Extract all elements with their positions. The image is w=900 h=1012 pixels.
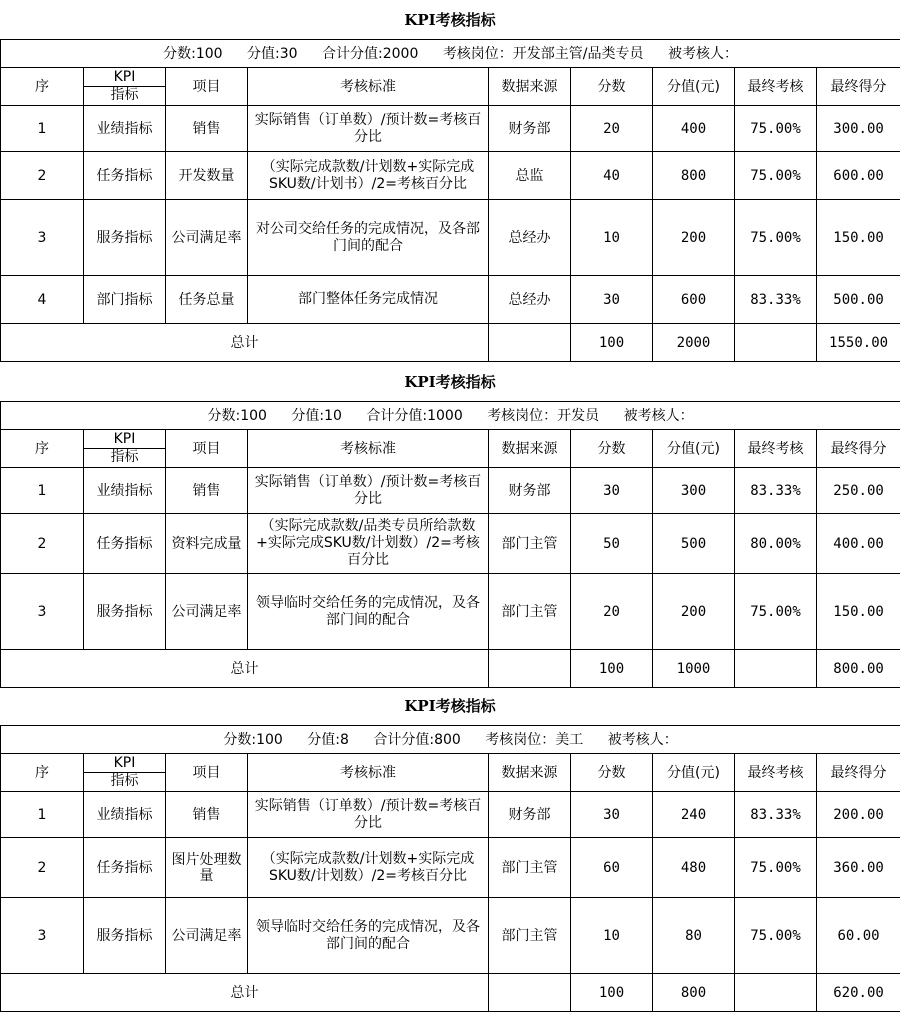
cell-kpi[interactable]: 任务指标 (84, 514, 166, 574)
info-total-value: 合计分值:1000 (366, 408, 462, 424)
cell-source[interactable]: 总经办 (489, 276, 571, 324)
info-total-value: 合计分值:800 (373, 732, 460, 748)
cell-value[interactable]: 200 (653, 574, 735, 650)
header-value[interactable]: 分值(元) (653, 68, 735, 106)
cell-criteria-text: （实际完成款数/计划数+实际完成SKU数/计划书）/2=考核百分比 (252, 159, 484, 193)
cell-item[interactable]: 图片处理数量 (166, 838, 248, 898)
cell-criteria-text: 部门整体任务完成情况 (252, 291, 484, 308)
cell-final-rate[interactable]: 75.00% (735, 152, 817, 200)
header-kpi-top: KPI (84, 69, 165, 87)
cell-kpi[interactable]: 服务指标 (84, 200, 166, 276)
cell-item[interactable]: 公司满足率 (166, 574, 248, 650)
table-row (1, 276, 900, 324)
header-source[interactable]: 数据来源 (489, 68, 571, 106)
table-row (1, 792, 900, 838)
header-criteria[interactable]: 考核标准 (248, 430, 489, 468)
cell-value[interactable]: 600 (653, 276, 735, 324)
cell-kpi[interactable]: 部门指标 (84, 276, 166, 324)
cell-score[interactable]: 20 (571, 106, 653, 152)
cell-source[interactable]: 财务部 (489, 792, 571, 838)
cell-seq[interactable]: 3 (1, 200, 84, 276)
info-bar (1, 726, 900, 754)
info-unit-value: 分值:30 (247, 46, 298, 62)
cell-score[interactable]: 60 (571, 838, 653, 898)
cell-kpi[interactable]: 任务指标 (84, 838, 166, 898)
info-assessee: 被考核人： (608, 732, 678, 748)
info-bar (1, 402, 900, 430)
info-cell[interactable] (1, 40, 900, 68)
cell-value[interactable]: 200 (653, 200, 735, 276)
total-final-score[interactable]: 1550.00 (817, 324, 900, 362)
header-seq[interactable]: 序 (1, 754, 84, 792)
total-label[interactable]: 总计 (1, 324, 489, 362)
total-final-score[interactable]: 620.00 (817, 974, 900, 1012)
total-final-rate[interactable] (735, 650, 817, 688)
cell-criteria-text: 领导临时交给任务的完成情况，及各部门间的配合 (252, 919, 484, 953)
cell-criteria-text: 对公司交给任务的完成情况，及各部门间的配合 (252, 221, 484, 255)
header-final-score[interactable]: 最终得分 (817, 754, 900, 792)
info-assessee: 被考核人： (668, 46, 738, 62)
cell-criteria-text: 实际销售（订单数）/预计数=考核百分比 (252, 798, 484, 832)
cell-source[interactable]: 部门主管 (489, 574, 571, 650)
header-score[interactable]: 分数 (571, 430, 653, 468)
cell-final-rate[interactable]: 75.00% (735, 106, 817, 152)
cell-final-score[interactable]: 60.00 (817, 898, 900, 974)
header-score[interactable]: 分数 (571, 68, 653, 106)
cell-value[interactable]: 400 (653, 106, 735, 152)
cell-criteria-text: 实际销售（订单数）/预计数=考核百分比 (252, 112, 484, 146)
info-position: 考核岗位：美工 (485, 732, 583, 748)
cell-seq[interactable]: 4 (1, 276, 84, 324)
cell-final-rate[interactable]: 75.00% (735, 898, 817, 974)
header-row (1, 68, 900, 106)
cell-source[interactable]: 财务部 (489, 468, 571, 514)
cell-seq[interactable]: 2 (1, 838, 84, 898)
cell-source[interactable]: 部门主管 (489, 838, 571, 898)
cell-score[interactable]: 10 (571, 200, 653, 276)
table-row (1, 152, 900, 200)
cell-source[interactable]: 总经办 (489, 200, 571, 276)
header-row (1, 430, 900, 468)
table-row (1, 514, 900, 574)
cell-final-rate[interactable]: 75.00% (735, 838, 817, 898)
total-final-rate[interactable] (735, 974, 817, 1012)
cell-item[interactable]: 销售 (166, 106, 248, 152)
header-seq[interactable]: 序 (1, 68, 84, 106)
cell-final-score[interactable]: 500.00 (817, 276, 900, 324)
cell-score[interactable]: 50 (571, 514, 653, 574)
cell-final-score[interactable]: 150.00 (817, 200, 900, 276)
kpi-table (0, 725, 900, 1012)
table-row (1, 468, 900, 514)
header-item[interactable]: 项目 (166, 68, 248, 106)
cell-value[interactable]: 300 (653, 468, 735, 514)
cell-criteria[interactable] (248, 200, 489, 276)
cell-item[interactable]: 公司满足率 (166, 898, 248, 974)
header-item[interactable]: 项目 (166, 754, 248, 792)
cell-score[interactable]: 10 (571, 898, 653, 974)
cell-source[interactable]: 部门主管 (489, 898, 571, 974)
header-seq[interactable]: 序 (1, 430, 84, 468)
cell-final-rate[interactable]: 75.00% (735, 574, 817, 650)
info-cell[interactable] (1, 402, 900, 430)
cell-criteria[interactable] (248, 106, 489, 152)
table-row (1, 574, 900, 650)
cell-criteria-text: （实际完成款数/计划数+实际完成SKU数/计划数）/2=考核百分比 (252, 851, 484, 885)
cell-criteria[interactable] (248, 898, 489, 974)
cell-seq[interactable]: 2 (1, 514, 84, 574)
cell-value[interactable]: 480 (653, 838, 735, 898)
cell-kpi[interactable]: 服务指标 (84, 898, 166, 974)
header-criteria[interactable]: 考核标准 (248, 68, 489, 106)
info-position: 考核岗位：开发部主管/品类专员 (443, 46, 644, 62)
info-unit-value: 分值:10 (291, 408, 342, 424)
cell-score[interactable]: 20 (571, 574, 653, 650)
total-label[interactable]: 总计 (1, 974, 489, 1012)
info-unit-value: 分值:8 (307, 732, 349, 748)
cell-item[interactable]: 资料完成量 (166, 514, 248, 574)
header-value[interactable]: 分值(元) (653, 430, 735, 468)
total-label[interactable]: 总计 (1, 650, 489, 688)
cell-final-score[interactable]: 400.00 (817, 514, 900, 574)
cell-value[interactable]: 80 (653, 898, 735, 974)
info-bar (1, 40, 900, 68)
cell-final-score[interactable]: 150.00 (817, 574, 900, 650)
total-row (1, 324, 900, 362)
cell-criteria[interactable] (248, 468, 489, 514)
header-kpi-bottom: 指标 (86, 87, 163, 104)
cell-final-rate[interactable]: 80.00% (735, 514, 817, 574)
cell-kpi[interactable]: 业绩指标 (84, 106, 166, 152)
cell-final-rate[interactable]: 75.00% (735, 200, 817, 276)
header-kpi-bottom: 指标 (86, 773, 163, 790)
cell-final-rate[interactable]: 83.33% (735, 468, 817, 514)
section-title: KPI考核指标 (0, 696, 900, 716)
cell-item[interactable]: 销售 (166, 468, 248, 514)
header-kpi[interactable] (84, 68, 166, 106)
cell-value[interactable]: 240 (653, 792, 735, 838)
cell-source[interactable]: 财务部 (489, 106, 571, 152)
cell-kpi[interactable]: 业绩指标 (84, 468, 166, 514)
cell-final-rate[interactable]: 83.33% (735, 276, 817, 324)
table-row (1, 898, 900, 974)
header-final-rate[interactable]: 最终考核 (735, 68, 817, 106)
cell-final-score[interactable]: 250.00 (817, 468, 900, 514)
cell-criteria-text: 领导临时交给任务的完成情况，及各部门间的配合 (252, 595, 484, 629)
cell-final-score[interactable]: 200.00 (817, 792, 900, 838)
cell-score[interactable]: 40 (571, 152, 653, 200)
total-final-rate[interactable] (735, 324, 817, 362)
info-cell[interactable] (1, 726, 900, 754)
total-source[interactable] (489, 324, 571, 362)
table-row (1, 106, 900, 152)
cell-criteria[interactable] (248, 276, 489, 324)
info-score: 分数:100 (207, 408, 266, 424)
cell-item[interactable]: 销售 (166, 792, 248, 838)
cell-criteria-text: （实际完成款数/品类专员所给款数+实际完成SKU数/计划数）/2=考核百分比 (252, 518, 484, 569)
cell-final-score[interactable]: 360.00 (817, 838, 900, 898)
cell-criteria[interactable] (248, 514, 489, 574)
cell-source[interactable]: 总监 (489, 152, 571, 200)
header-criteria[interactable]: 考核标准 (248, 754, 489, 792)
cell-final-rate[interactable]: 83.33% (735, 792, 817, 838)
cell-seq[interactable]: 3 (1, 574, 84, 650)
cell-score[interactable]: 30 (571, 276, 653, 324)
header-value[interactable]: 分值(元) (653, 754, 735, 792)
info-position: 考核岗位：开发员 (487, 408, 599, 424)
cell-source[interactable]: 部门主管 (489, 514, 571, 574)
header-kpi-top: KPI (84, 755, 165, 773)
total-score[interactable]: 100 (571, 324, 653, 362)
cell-value[interactable]: 500 (653, 514, 735, 574)
cell-kpi[interactable]: 服务指标 (84, 574, 166, 650)
section-title: KPI考核指标 (0, 372, 900, 392)
header-kpi-top: KPI (84, 431, 165, 449)
header-kpi[interactable] (84, 754, 166, 792)
info-score: 分数:100 (223, 732, 282, 748)
cell-criteria[interactable] (248, 574, 489, 650)
header-kpi-bottom: 指标 (86, 449, 163, 466)
total-score[interactable]: 100 (571, 974, 653, 1012)
total-score[interactable]: 100 (571, 650, 653, 688)
header-final-rate[interactable]: 最终考核 (735, 430, 817, 468)
table-row (1, 838, 900, 898)
header-final-rate[interactable]: 最终考核 (735, 754, 817, 792)
header-item[interactable]: 项目 (166, 430, 248, 468)
header-final-score[interactable]: 最终得分 (817, 68, 900, 106)
cell-seq[interactable]: 1 (1, 792, 84, 838)
total-value[interactable]: 800 (653, 974, 735, 1012)
cell-criteria[interactable] (248, 792, 489, 838)
cell-seq[interactable]: 2 (1, 152, 84, 200)
cell-kpi[interactable]: 任务指标 (84, 152, 166, 200)
header-source[interactable]: 数据来源 (489, 430, 571, 468)
info-assessee: 被考核人： (624, 408, 694, 424)
cell-score[interactable]: 30 (571, 468, 653, 514)
total-final-score[interactable]: 800.00 (817, 650, 900, 688)
header-kpi[interactable] (84, 430, 166, 468)
cell-final-score[interactable]: 600.00 (817, 152, 900, 200)
cell-seq[interactable]: 1 (1, 468, 84, 514)
cell-item[interactable]: 公司满足率 (166, 200, 248, 276)
cell-criteria[interactable] (248, 152, 489, 200)
cell-item[interactable]: 任务总量 (166, 276, 248, 324)
cell-score[interactable]: 30 (571, 792, 653, 838)
cell-criteria[interactable] (248, 838, 489, 898)
table-row (1, 200, 900, 276)
total-value[interactable]: 2000 (653, 324, 735, 362)
header-source[interactable]: 数据来源 (489, 754, 571, 792)
cell-seq[interactable]: 1 (1, 106, 84, 152)
cell-final-score[interactable]: 300.00 (817, 106, 900, 152)
cell-item[interactable]: 开发数量 (166, 152, 248, 200)
kpi-table (0, 39, 900, 362)
header-score[interactable]: 分数 (571, 754, 653, 792)
cell-kpi[interactable]: 业绩指标 (84, 792, 166, 838)
cell-seq[interactable]: 3 (1, 898, 84, 974)
total-source[interactable] (489, 974, 571, 1012)
cell-value[interactable]: 800 (653, 152, 735, 200)
total-row (1, 650, 900, 688)
header-row (1, 754, 900, 792)
info-total-value: 合计分值:2000 (322, 46, 418, 62)
kpi-table (0, 401, 900, 688)
total-row (1, 974, 900, 1012)
cell-criteria-text: 实际销售（订单数）/预计数=考核百分比 (252, 474, 484, 508)
total-source[interactable] (489, 650, 571, 688)
header-final-score[interactable]: 最终得分 (817, 430, 900, 468)
section-title: KPI考核指标 (0, 10, 900, 30)
total-value[interactable]: 1000 (653, 650, 735, 688)
info-score: 分数:100 (163, 46, 222, 62)
